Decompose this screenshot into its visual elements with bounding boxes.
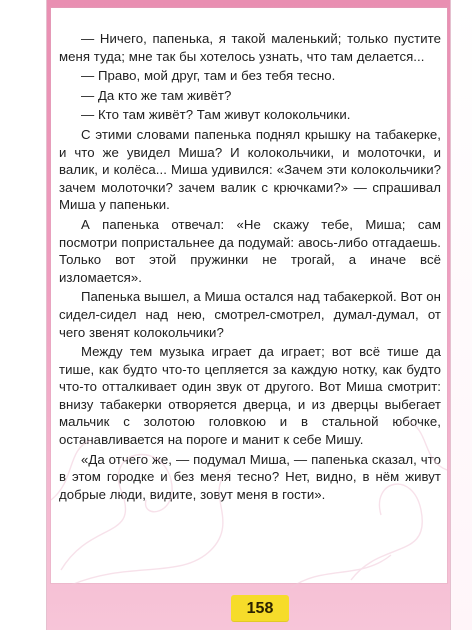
paragraph: — Кто там живёт? Там живут колокольчики. bbox=[81, 107, 351, 123]
paragraph: Папенька вышел, а Миша остался над табакеркой. Вот он сидел-сидел над нею, смотрел-смотрел, думал-думал, от чего звенят колокольчики? bbox=[59, 289, 441, 340]
paragraph: С этими словами папенька поднял крышку на табакерке, и что же увидел Миша? И колокольчики, и молоточки, и валик, и колёса... Миша удивился: «Зачем эти колокольчики? зачем молоточки? зачем валик с крючками?» — спрашивал Миша у папеньки. bbox=[59, 126, 441, 213]
right-margin-strip bbox=[450, 0, 472, 630]
paragraph: — Да кто же там живёт? bbox=[81, 87, 232, 103]
paragraph: «Да отчего же, — подумал Миша, — папенька сказал, что в этом городке и без меня тесно? Нет, видно, в нём живут добрые люди, видите, зовут меня в гости». bbox=[59, 451, 441, 502]
paragraph: — Право, мой друг, там и без тебя тесно. bbox=[81, 68, 336, 84]
paragraph: А папенька отвечал: «Не скажу тебе, Миша; сам посмотри попристальнее да подумай: авось-либо отгадаешь. Только вот этой пружинки не трогай, а иначе всё изломается». bbox=[59, 216, 441, 285]
paragraph: — Ничего, папенька, я такой маленький; только пустите меня туда; мне так бы хотелось узнать, что там делается... bbox=[59, 31, 441, 64]
book-page bbox=[51, 8, 447, 583]
paragraph: Между тем музыка играет да играет; вот всё тише да тише, как будто что-то цепляется за каждую нотку, как будто что-то отталкивает один звук от другого. Вот Миша смотрит: внизу табакерки отворяется дверца, и из дверцы выбегает мальчик с золотою головкою и в стальной юбочке, останавливается на пороге и манит к себе Мишу. bbox=[59, 344, 441, 448]
left-margin-strip bbox=[0, 0, 47, 630]
page-number: 158 bbox=[231, 595, 289, 622]
story-text bbox=[59, 30, 441, 505]
